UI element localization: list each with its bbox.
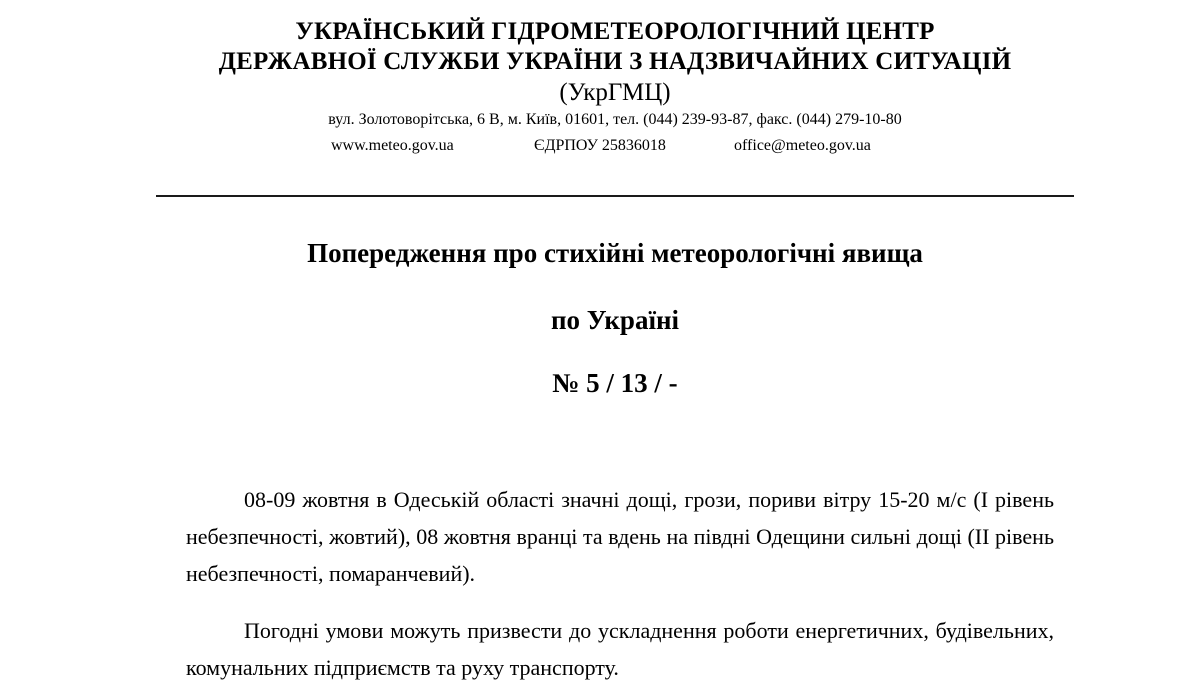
- impact-paragraph: Погодні умови можуть призвести до ускладнення роботи енергетичних, будівельних, комунальних підприємств та руху транспорту.: [186, 618, 1054, 680]
- org-abbreviation: (УкрГМЦ): [559, 79, 671, 106]
- org-address: вул. Золотоворітська, 6 В, м. Київ, 01601, тел. (044) 239-93-87, факс. (044) 279-10-80: [328, 111, 902, 128]
- email-link[interactable]: office@meteo.gov.ua: [734, 137, 871, 154]
- org-name-line2: ДЕРЖАВНОЇ СЛУЖБИ УКРАЇНИ З НАДЗВИЧАЙНИХ СИТУАЦІЙ: [218, 48, 1012, 75]
- document-number: № 5 / 13 / -: [552, 368, 678, 398]
- edrpou-code: ЄДРПОУ 25836018: [534, 137, 666, 154]
- header-divider: [156, 195, 1074, 197]
- website-link[interactable]: www.meteo.gov.ua: [331, 137, 454, 154]
- org-name-line1: УКРАЇНСЬКИЙ ГІДРОМЕТЕОРОЛОГІЧНИЙ ЦЕНТР: [295, 18, 935, 45]
- document-subtitle: по Україні: [550, 305, 680, 335]
- org-contacts: [0, 136, 1200, 156]
- document-title: Попередження про стихійні метеорологічні явища: [307, 238, 923, 268]
- warning-paragraph: 08-09 жовтня в Одеській області значні дощі, грози, пориви вітру 15-20 м/с (І рівень небезпечності, жовтий), 08 жовтня вранці та вдень на півдні Одещини сильні дощі (ІІ рівень небезпечності, помаранчевий).: [186, 487, 1054, 586]
